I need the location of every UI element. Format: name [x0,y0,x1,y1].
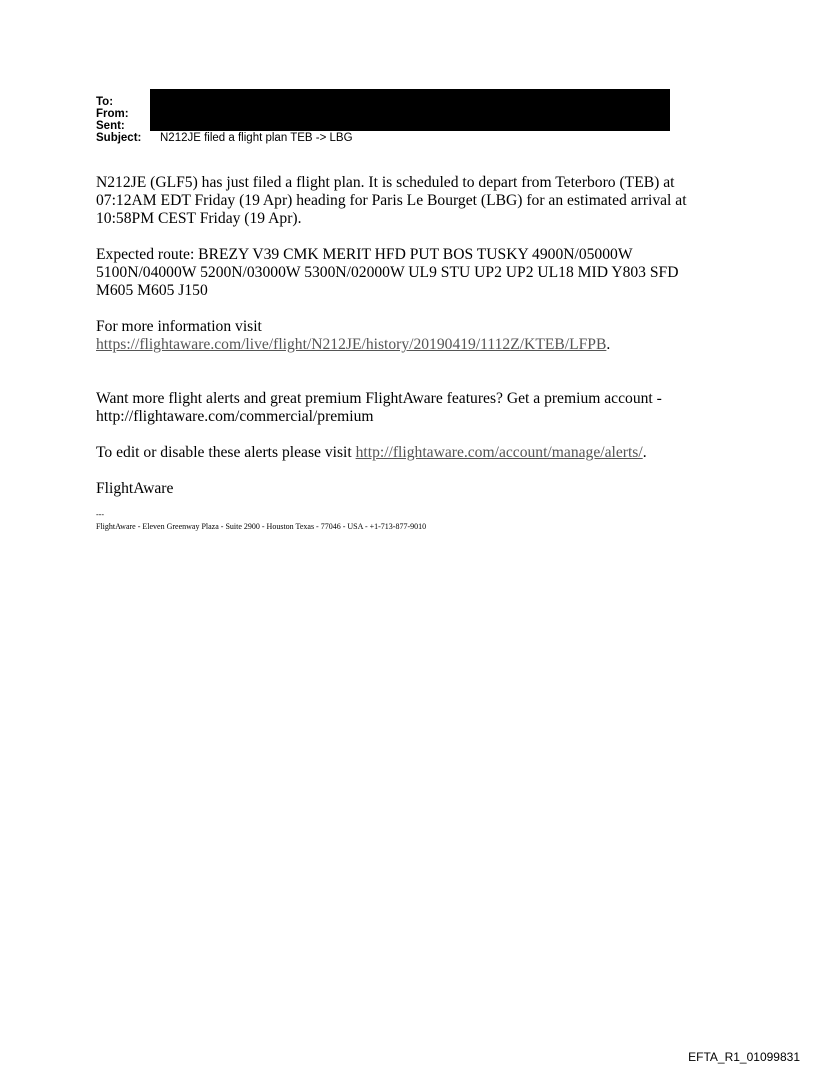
route-paragraph: Expected route: BREZY V39 CMK MERIT HFD PUT BOS TUSKY 4900N/05000W 5100N/04000W 5200N/03000W 5300N/02000W UL9 STU UP2 UP2 UL18 MID Y803 SFD M605 M605 J150 [96,246,679,299]
info-prefix: For more information visit [96,318,262,335]
info-paragraph [96,318,716,354]
to-label: To: [96,96,114,108]
redaction-box [150,89,670,131]
subject-row [96,132,353,144]
from-label: From: [96,108,129,120]
edit-alerts-paragraph [96,444,716,462]
sent-label: Sent: [96,120,125,132]
manage-alerts-link[interactable]: http://flightaware.com/account/manage/alerts/ [355,444,643,461]
subject-value: N212JE filed a flight plan TEB -> LBG [160,132,353,144]
info-suffix: . [606,336,611,353]
subject-label: Subject: [96,132,142,144]
edit-suffix: . [642,444,647,461]
signature: FlightAware [96,480,174,497]
edit-prefix: To edit or disable these alerts please visit [96,444,352,461]
footer-separator: --- [96,510,104,519]
footer-address: FlightAware - Eleven Greenway Plaza - Suite 2900 - Houston Texas - 77046 - USA - +1-713-877-9010 [96,522,427,531]
bates-number: EFTA_R1_01099831 [688,1050,800,1064]
premium-paragraph: Want more flight alerts and great premium FlightAware features? Get a premium account - http://flightaware.com/commercial/premium [96,390,662,425]
email-body [96,174,716,498]
flight-plan-paragraph: N212JE (GLF5) has just filed a flight plan. It is scheduled to depart from Teterboro (TEB) at 07:12AM EDT Friday (19 Apr) heading for Paris Le Bourget (LBG) for an estimated arrival at 10:58PM CEST Friday (19 Apr). [96,174,687,227]
flight-history-link[interactable]: https://flightaware.com/live/flight/N212JE/history/20190419/1112Z/KTEB/LFPB [96,336,607,353]
